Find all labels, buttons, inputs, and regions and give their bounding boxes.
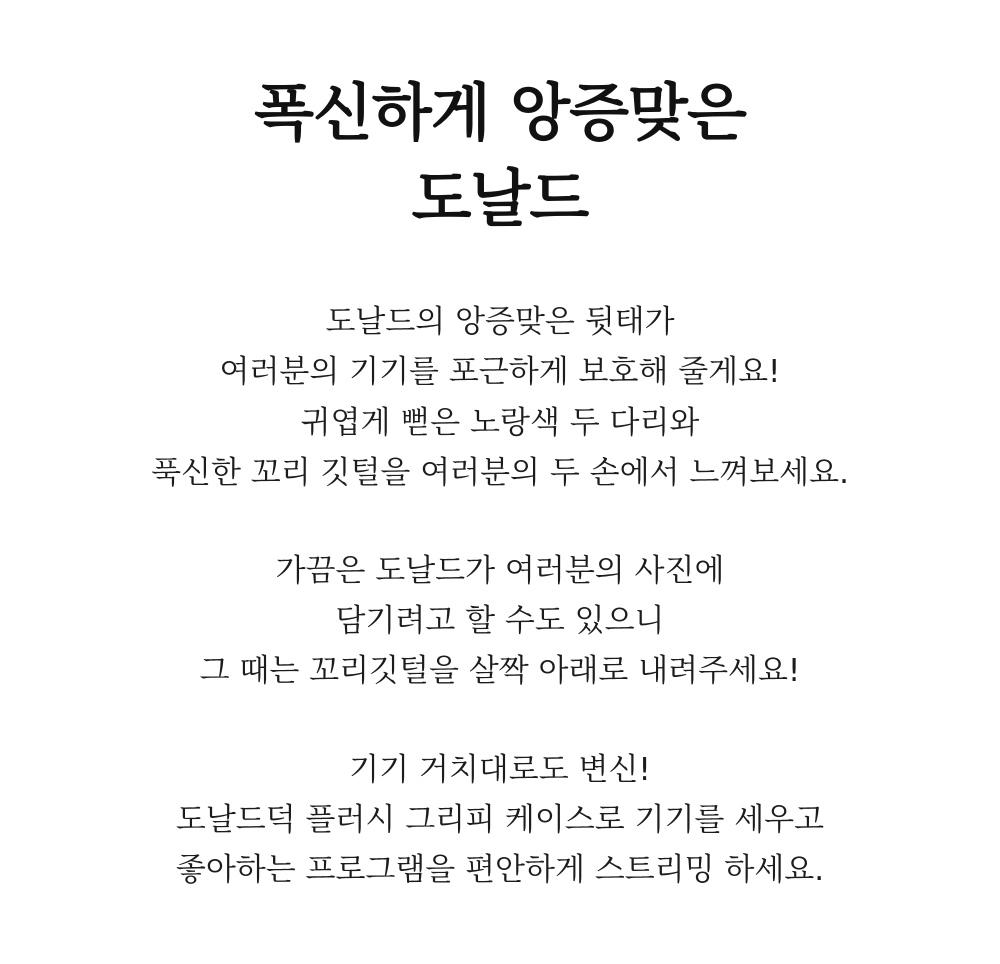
paragraph-2-line-3: 그 때는 꼬리깃털을 살짝 아래로 내려주세요! bbox=[199, 653, 801, 690]
paragraph-2 bbox=[151, 546, 849, 697]
paragraph-3-line-3: 좋아하는 프로그램을 편안하게 스트리밍 하세요. bbox=[175, 852, 825, 889]
paragraph-1-line-2: 여러분의 기기를 포근하게 보호해 줄게요! bbox=[219, 354, 781, 391]
paragraph-3-line-2: 도날드덕 플러시 그리피 케이스로 기기를 세우고 bbox=[175, 801, 825, 838]
paragraph-1-line-1: 도날드의 앙증맞은 뒷태가 bbox=[325, 304, 675, 341]
paragraph-1 bbox=[151, 297, 849, 498]
page-title-line-2: 도날드 bbox=[411, 161, 589, 235]
paragraph-1-line-3: 귀엽게 뻗은 노랑색 두 다리와 bbox=[300, 404, 700, 441]
page-title bbox=[254, 70, 746, 241]
paragraph-1-line-4: 푹신한 꼬리 깃털을 여러분의 두 손에서 느껴보세요. bbox=[151, 454, 849, 491]
paragraph-2-line-1: 가끔은 도날드가 여러분의 사진에 bbox=[275, 552, 725, 589]
page-title-line-1: 폭신하게 앙증맞은 bbox=[254, 76, 746, 149]
paragraph-2-line-2: 담기려고 할 수도 있으니 bbox=[335, 603, 665, 640]
description-body bbox=[151, 297, 849, 895]
paragraph-3 bbox=[151, 745, 849, 896]
paragraph-3-line-1: 기기 거치대로도 변신! bbox=[349, 751, 651, 788]
